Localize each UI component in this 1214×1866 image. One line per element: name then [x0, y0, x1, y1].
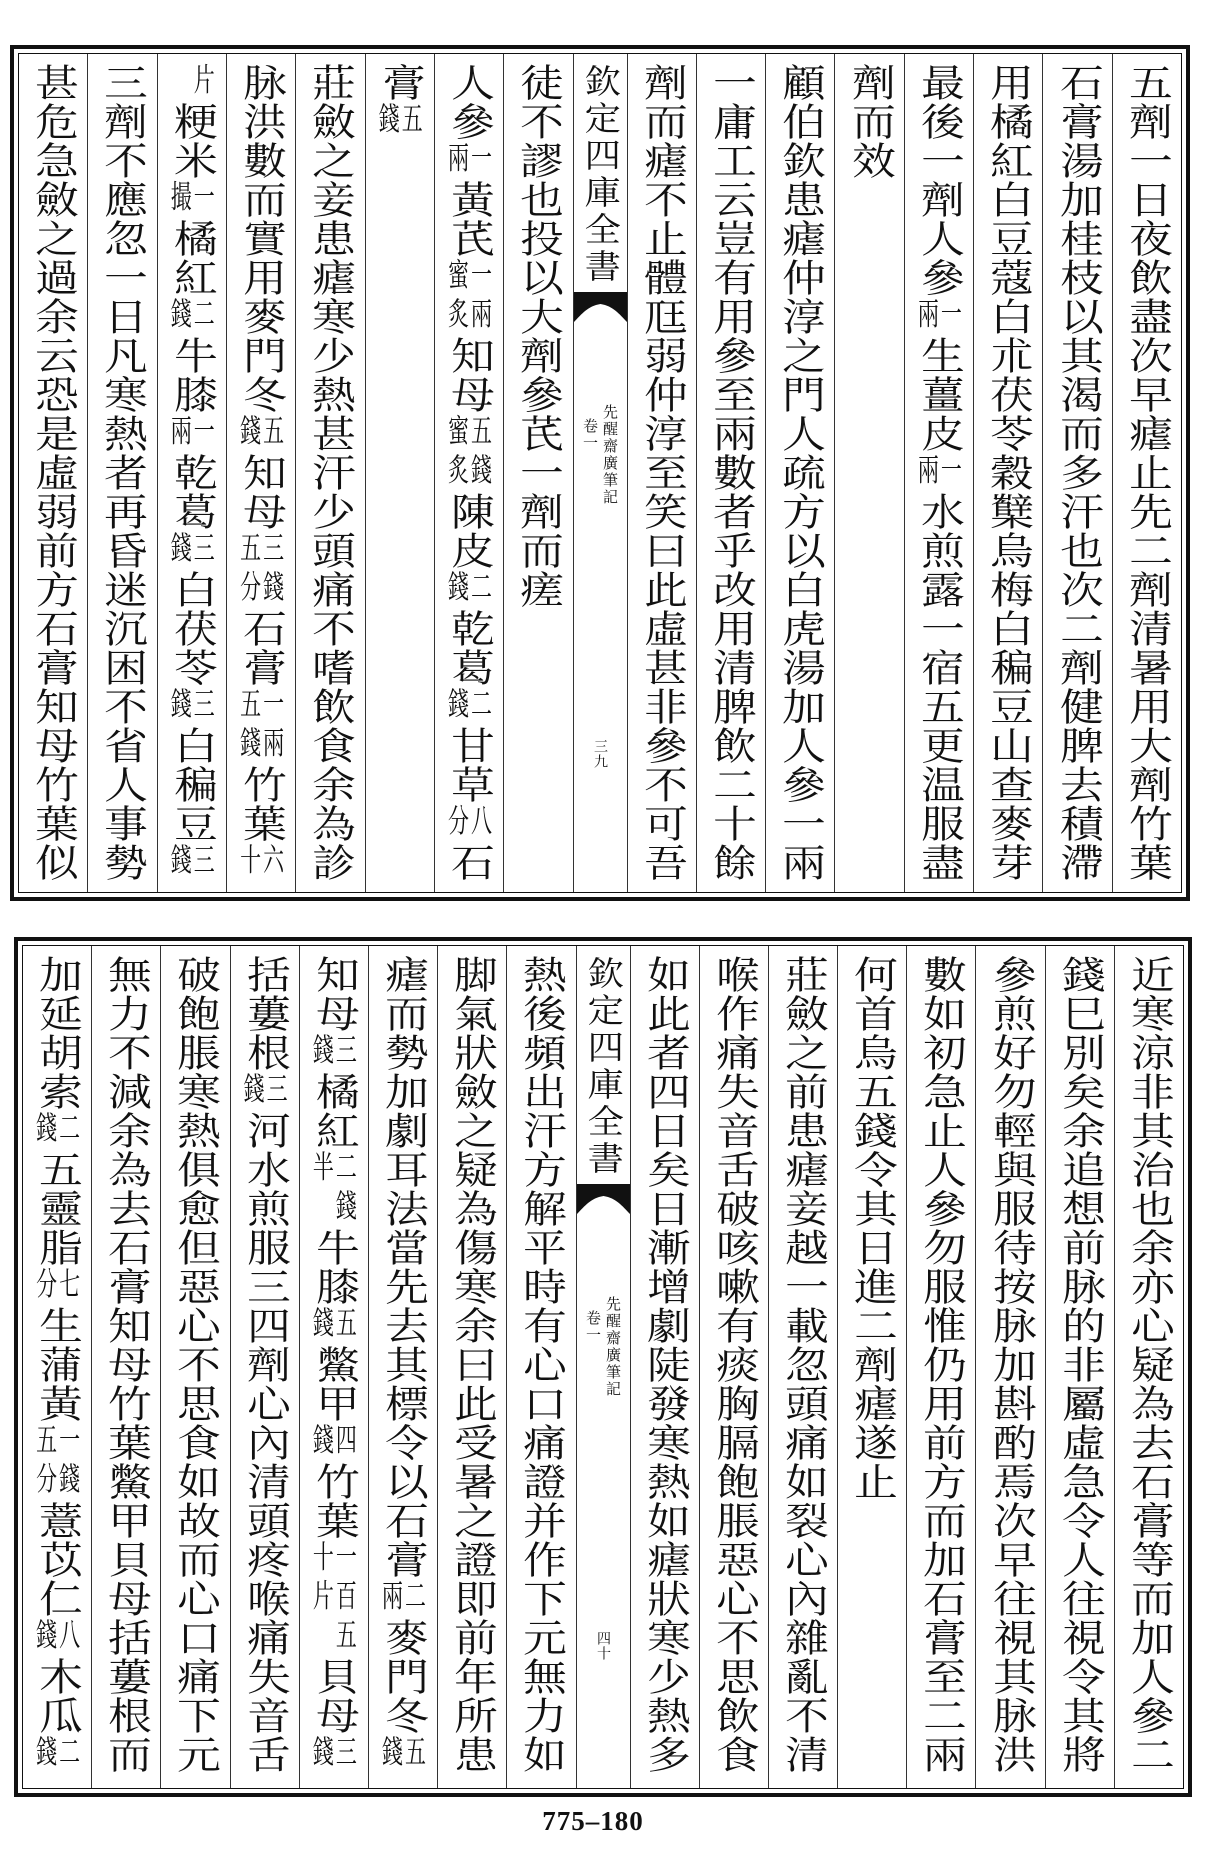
note-left-line: 錢 [241, 1072, 266, 1111]
note-right-line: 一 [938, 297, 963, 336]
note-left-line: 兩 [379, 1579, 404, 1618]
main-text: 膏 [374, 63, 426, 102]
main-text: 粳米 [166, 102, 218, 180]
main-text: 最後一劑人參 [913, 63, 965, 297]
note-right-line: 五 [260, 414, 285, 453]
fold-collection-title: 欽定四庫全書 [579, 64, 622, 286]
main-text: 生蒲黃 [31, 1306, 83, 1423]
note-left-line: 錢 [310, 1306, 335, 1345]
note-right-line: 四 [333, 1423, 358, 1462]
text-column [1114, 946, 1183, 1788]
note-left-line: 錢 [310, 1423, 335, 1462]
text-column [627, 54, 696, 892]
main-text: 脉洪數而實用麥門冬 [235, 63, 287, 414]
fish-tail-mark [574, 292, 627, 322]
interlinear-note [169, 531, 215, 570]
main-text: 甘草 [443, 726, 495, 804]
note-left-line: 五分 [33, 1423, 58, 1501]
note-right-line: 二 [56, 1111, 81, 1150]
main-text: 知母 [443, 336, 495, 414]
text-column [503, 54, 572, 892]
note-right-line: 一 [191, 414, 216, 453]
text-column [699, 946, 768, 1788]
interlinear-note [446, 570, 492, 609]
note-left-line: 錢 [168, 843, 193, 882]
main-text: 熱後頻出汗方解平時有心口痛證并作下元無力如 [516, 955, 567, 1774]
note-right-line: 三錢 [260, 531, 285, 609]
main-text: 五劑一日夜飲盡次早瘧止先二劑清暑用大劑竹葉 [1121, 63, 1173, 882]
main-text: 橘紅 [166, 219, 218, 297]
text-column [160, 946, 229, 1788]
text-column [368, 946, 437, 1788]
interlinear-note [169, 297, 215, 336]
interlinear-note [311, 1306, 357, 1345]
fish-tail-icon [574, 292, 627, 322]
interlinear-note [311, 1150, 357, 1228]
text-column [837, 946, 906, 1788]
fish-tail-mark [577, 1184, 630, 1214]
main-text: 木瓜 [31, 1657, 83, 1735]
note-right-line: 五錢 [468, 414, 493, 492]
interlinear-note [916, 453, 962, 492]
main-text: 何首烏五錢令其日進二劑瘧遂止 [846, 955, 898, 1501]
main-text: 近寒涼非其治也余亦心疑為去石膏等而加人參二 [1123, 955, 1175, 1774]
main-text: 三劑不應忽一日凡寒熱者再昏迷沉困不省人事勢 [97, 63, 148, 882]
note-left-line: 十 [237, 843, 262, 882]
fold-book-title: 先醒齋廣筆記 [604, 1296, 622, 1398]
main-text: 牛膝 [166, 336, 218, 414]
text-column [226, 54, 295, 892]
main-text: 徒不謬也投以大劑參芪一劑而瘥 [513, 63, 564, 609]
main-text: 貝母 [308, 1657, 360, 1735]
text-column [904, 54, 973, 892]
main-text: 水煎露一宿五更温服盡 [913, 492, 965, 882]
interlinear-note [377, 102, 423, 141]
note-right-line: 五 [399, 102, 424, 141]
note-right-line: 二錢 [333, 1150, 358, 1228]
main-text: 知母 [235, 453, 287, 531]
note-right-line: 二 [56, 1735, 81, 1774]
interlinear-note [169, 843, 215, 882]
interlinear-note [311, 1033, 357, 1072]
note-left-line: 錢 [33, 1735, 58, 1774]
fold-book-info [577, 1296, 630, 1398]
main-text: 竹葉 [235, 765, 287, 843]
text-column [1042, 54, 1111, 892]
note-left-line: 分 [445, 804, 470, 843]
interlinear-note [242, 1072, 288, 1111]
text-column [295, 54, 364, 892]
note-right-line: 一 [468, 141, 493, 180]
fold-book-info [574, 404, 627, 506]
interlinear-note [446, 804, 492, 843]
text-column [23, 946, 91, 1788]
main-text: 白茯苓 [166, 570, 218, 687]
text-column [1045, 946, 1114, 1788]
main-text: 破飽脹寒熱俱愈但惡心不思食如故而心口痛下元 [170, 955, 221, 1774]
interlinear-note [446, 414, 492, 492]
note-left-line: 十片 [310, 1540, 335, 1618]
main-text: 數如初急止人參勿服惟仍用前方而加石膏至二兩 [916, 955, 967, 1774]
main-text: 知母 [308, 955, 360, 1033]
note-left-line: 五分 [237, 531, 262, 609]
note-right-line: 一 [191, 180, 216, 219]
fold-collection-title: 欽定四庫全書 [582, 956, 625, 1178]
interlinear-note [311, 1735, 357, 1774]
text-column [87, 54, 156, 892]
note-right-line: 八 [468, 804, 493, 843]
note-left-line: 兩 [168, 414, 193, 453]
main-text: 生薑皮 [913, 336, 965, 453]
note-left-line: 錢 [376, 102, 401, 141]
fish-tail-icon [577, 1184, 630, 1214]
note-left-line: 撮 [168, 180, 193, 219]
main-text: 加延胡索 [31, 955, 83, 1111]
note-left-line: 錢 [168, 687, 193, 726]
note-right-line: 二 [402, 1579, 427, 1618]
note-right-line: 五 [402, 1735, 427, 1774]
note-right-line: 三 [191, 687, 216, 726]
upper-text-frame [18, 53, 1182, 893]
note-left-line: 兩 [915, 297, 940, 336]
upper-half-page [10, 45, 1190, 901]
note-left-line: 蜜炙 [445, 414, 470, 492]
note-left-line: 兩 [915, 453, 940, 492]
main-text: 甚危急斂之過余云恐是虛弱前方石膏知母竹葉似 [27, 63, 79, 882]
main-text: 喉作痛失音舌破咳嗽有痰胸膈飽脹惡心不思飲食 [708, 955, 760, 1774]
text-column [765, 54, 834, 892]
fold-book-title: 先醒齋廣筆記 [601, 404, 619, 506]
note-left-line: 五錢 [237, 687, 262, 765]
note-right-line: 三 [191, 843, 216, 882]
text-column [975, 946, 1044, 1788]
fold-leaf-number: 三九 [592, 739, 608, 769]
main-text: 石 [443, 843, 495, 882]
note-right-line: 三 [191, 531, 216, 570]
text-column [1112, 54, 1181, 892]
text-column [973, 54, 1042, 892]
main-text: 陳皮 [443, 492, 495, 570]
note-right-line: 三 [333, 1735, 358, 1774]
main-text: 麥門冬 [377, 1618, 429, 1735]
main-text: 莊斂之前患瘧妾越一載忽頭痛如裂心內雜亂不清 [777, 955, 829, 1774]
main-text: 石膏 [235, 609, 287, 687]
interlinear-note [238, 531, 284, 609]
text-column [906, 946, 975, 1788]
main-text: 一庸工云豈有用參至兩數者乎改用清脾飲二十餘 [705, 63, 757, 882]
note-right-line: 八 [56, 1618, 81, 1657]
main-text: 括蔞根 [239, 955, 290, 1072]
note-right-line: 六 [260, 843, 285, 882]
main-text: 無力不減余為去石膏知母竹葉鱉甲貝母括蔞根而 [100, 955, 152, 1774]
interlinear-note [446, 687, 492, 726]
main-text: 河水煎服三四劑心內清頭疼喉痛失音舌 [239, 1111, 290, 1774]
fold-leaf-number: 四十 [595, 1631, 611, 1661]
interlinear-note [34, 1618, 80, 1657]
note-left-line: 錢 [445, 570, 470, 609]
note-left-line: 錢 [237, 414, 262, 453]
note-left-line: 分 [33, 1267, 58, 1306]
note-left-line: 蜜炙 [445, 258, 470, 336]
interlinear-note [311, 1540, 357, 1657]
main-text: 用橘紅白豆蔻白朮茯苓穀櫱烏梅白稨豆山查麥芽 [982, 63, 1034, 882]
note-right-line: 三 [333, 1033, 358, 1072]
note-right-line: 二 [191, 297, 216, 336]
note-right-line: 七 [56, 1267, 81, 1306]
interlinear-note [169, 414, 215, 453]
main-text: 錢巳別矣余追想前脉的非屬虛急令人往視令其將 [1054, 955, 1106, 1774]
fold-volume: 卷一 [584, 1310, 602, 1344]
center-fold-column [576, 946, 630, 1788]
interlinear-note [380, 1735, 426, 1774]
main-text: 人參 [443, 63, 495, 141]
interlinear-note [446, 141, 492, 180]
note-right-line: 一 [938, 453, 963, 492]
interlinear-note [446, 258, 492, 336]
text-column [365, 54, 434, 892]
main-text: 白稨豆 [166, 726, 218, 843]
main-text: 乾葛 [443, 609, 495, 687]
interlinear-note [34, 1423, 80, 1501]
fold-volume: 卷一 [581, 418, 599, 452]
main-text: 黃芪 [443, 180, 495, 258]
note-left-line: 錢 [310, 1735, 335, 1774]
interlinear-note [238, 687, 284, 765]
note-left-line: 錢 [310, 1033, 335, 1072]
main-text: 石膏湯加桂枝以其渴而多汗也次二劑健脾去積滯 [1052, 63, 1103, 882]
main-text: 橘紅 [308, 1072, 360, 1150]
interlinear-note [169, 180, 215, 219]
interlinear-note [311, 1423, 357, 1462]
text-column [834, 54, 903, 892]
note-right-line: 一錢 [56, 1423, 81, 1501]
note-left-line: 兩 [445, 141, 470, 180]
note-right-line: 二 [468, 570, 493, 609]
interlinear-note [380, 1579, 426, 1618]
note-left-line: 錢 [33, 1111, 58, 1150]
text-column [696, 54, 765, 892]
text-column [506, 946, 575, 1788]
lower-text-frame [22, 945, 1184, 1789]
note-left-line: 錢 [33, 1618, 58, 1657]
main-text: 竹葉 [308, 1462, 360, 1540]
note-right-line: 片 [191, 63, 216, 102]
interlinear-note [238, 843, 284, 882]
note-right-line: 一百五 [333, 1540, 358, 1657]
main-text: 乾葛 [166, 453, 218, 531]
main-text: 薏苡仁 [31, 1501, 83, 1618]
text-column [157, 54, 226, 892]
text-column [19, 54, 87, 892]
text-column [630, 946, 699, 1788]
main-text: 劑而瘧不止體尫弱仲淳至笑曰此虛甚非參不可吾 [636, 63, 687, 882]
note-right-line: 二 [468, 687, 493, 726]
note-left-line: 錢 [168, 531, 193, 570]
center-fold-column [573, 54, 627, 892]
main-text: 脚氣狀斂之疑為傷寒余曰此受暑之證即前年所患 [446, 955, 498, 1774]
interlinear-note [34, 1735, 80, 1774]
interlinear-note [34, 1267, 80, 1306]
main-text: 五靈脂 [31, 1150, 83, 1267]
main-text: 如此者四日矣日漸增劇陡發寒熱如瘧狀寒少熱多 [639, 955, 690, 1774]
main-text: 參煎好勿輕與服待按脉加斟酌焉次早往視其脉洪 [985, 955, 1036, 1774]
text-column [299, 946, 368, 1788]
main-text: 劑而效 [844, 63, 895, 180]
note-right-line: 五 [333, 1306, 358, 1345]
text-column [91, 946, 160, 1788]
interlinear-note [238, 414, 284, 453]
text-column [437, 946, 506, 1788]
note-left-line: 錢 [379, 1735, 404, 1774]
main-text: 顧伯欽患瘧仲淳之門人疏方以白虎湯加人參一兩 [774, 63, 826, 882]
reprint-page-number: 775–180 [542, 1806, 644, 1836]
interlinear-note [169, 687, 215, 726]
text-column [230, 946, 299, 1788]
note-left-line: 錢 [168, 297, 193, 336]
main-text: 牛膝 [308, 1228, 360, 1306]
interlinear-note [169, 63, 215, 102]
note-left-line: 半 [310, 1150, 335, 1189]
main-text: 瘧而勢加劇耳法當先去其標令以石膏 [377, 955, 429, 1579]
text-column [768, 946, 837, 1788]
lower-half-page [14, 937, 1192, 1797]
note-right-line: 三 [264, 1072, 289, 1111]
note-left-line: 錢 [445, 687, 470, 726]
text-column [434, 54, 503, 892]
note-right-line: 一兩 [468, 258, 493, 336]
main-text: 莊斂之妾患瘧寒少熱甚汗少頭痛不嗜飲食余為診 [305, 63, 356, 882]
note-right-line: 一兩 [260, 687, 285, 765]
interlinear-note [916, 297, 962, 336]
interlinear-note [34, 1111, 80, 1150]
main-text: 鱉甲 [308, 1345, 360, 1423]
